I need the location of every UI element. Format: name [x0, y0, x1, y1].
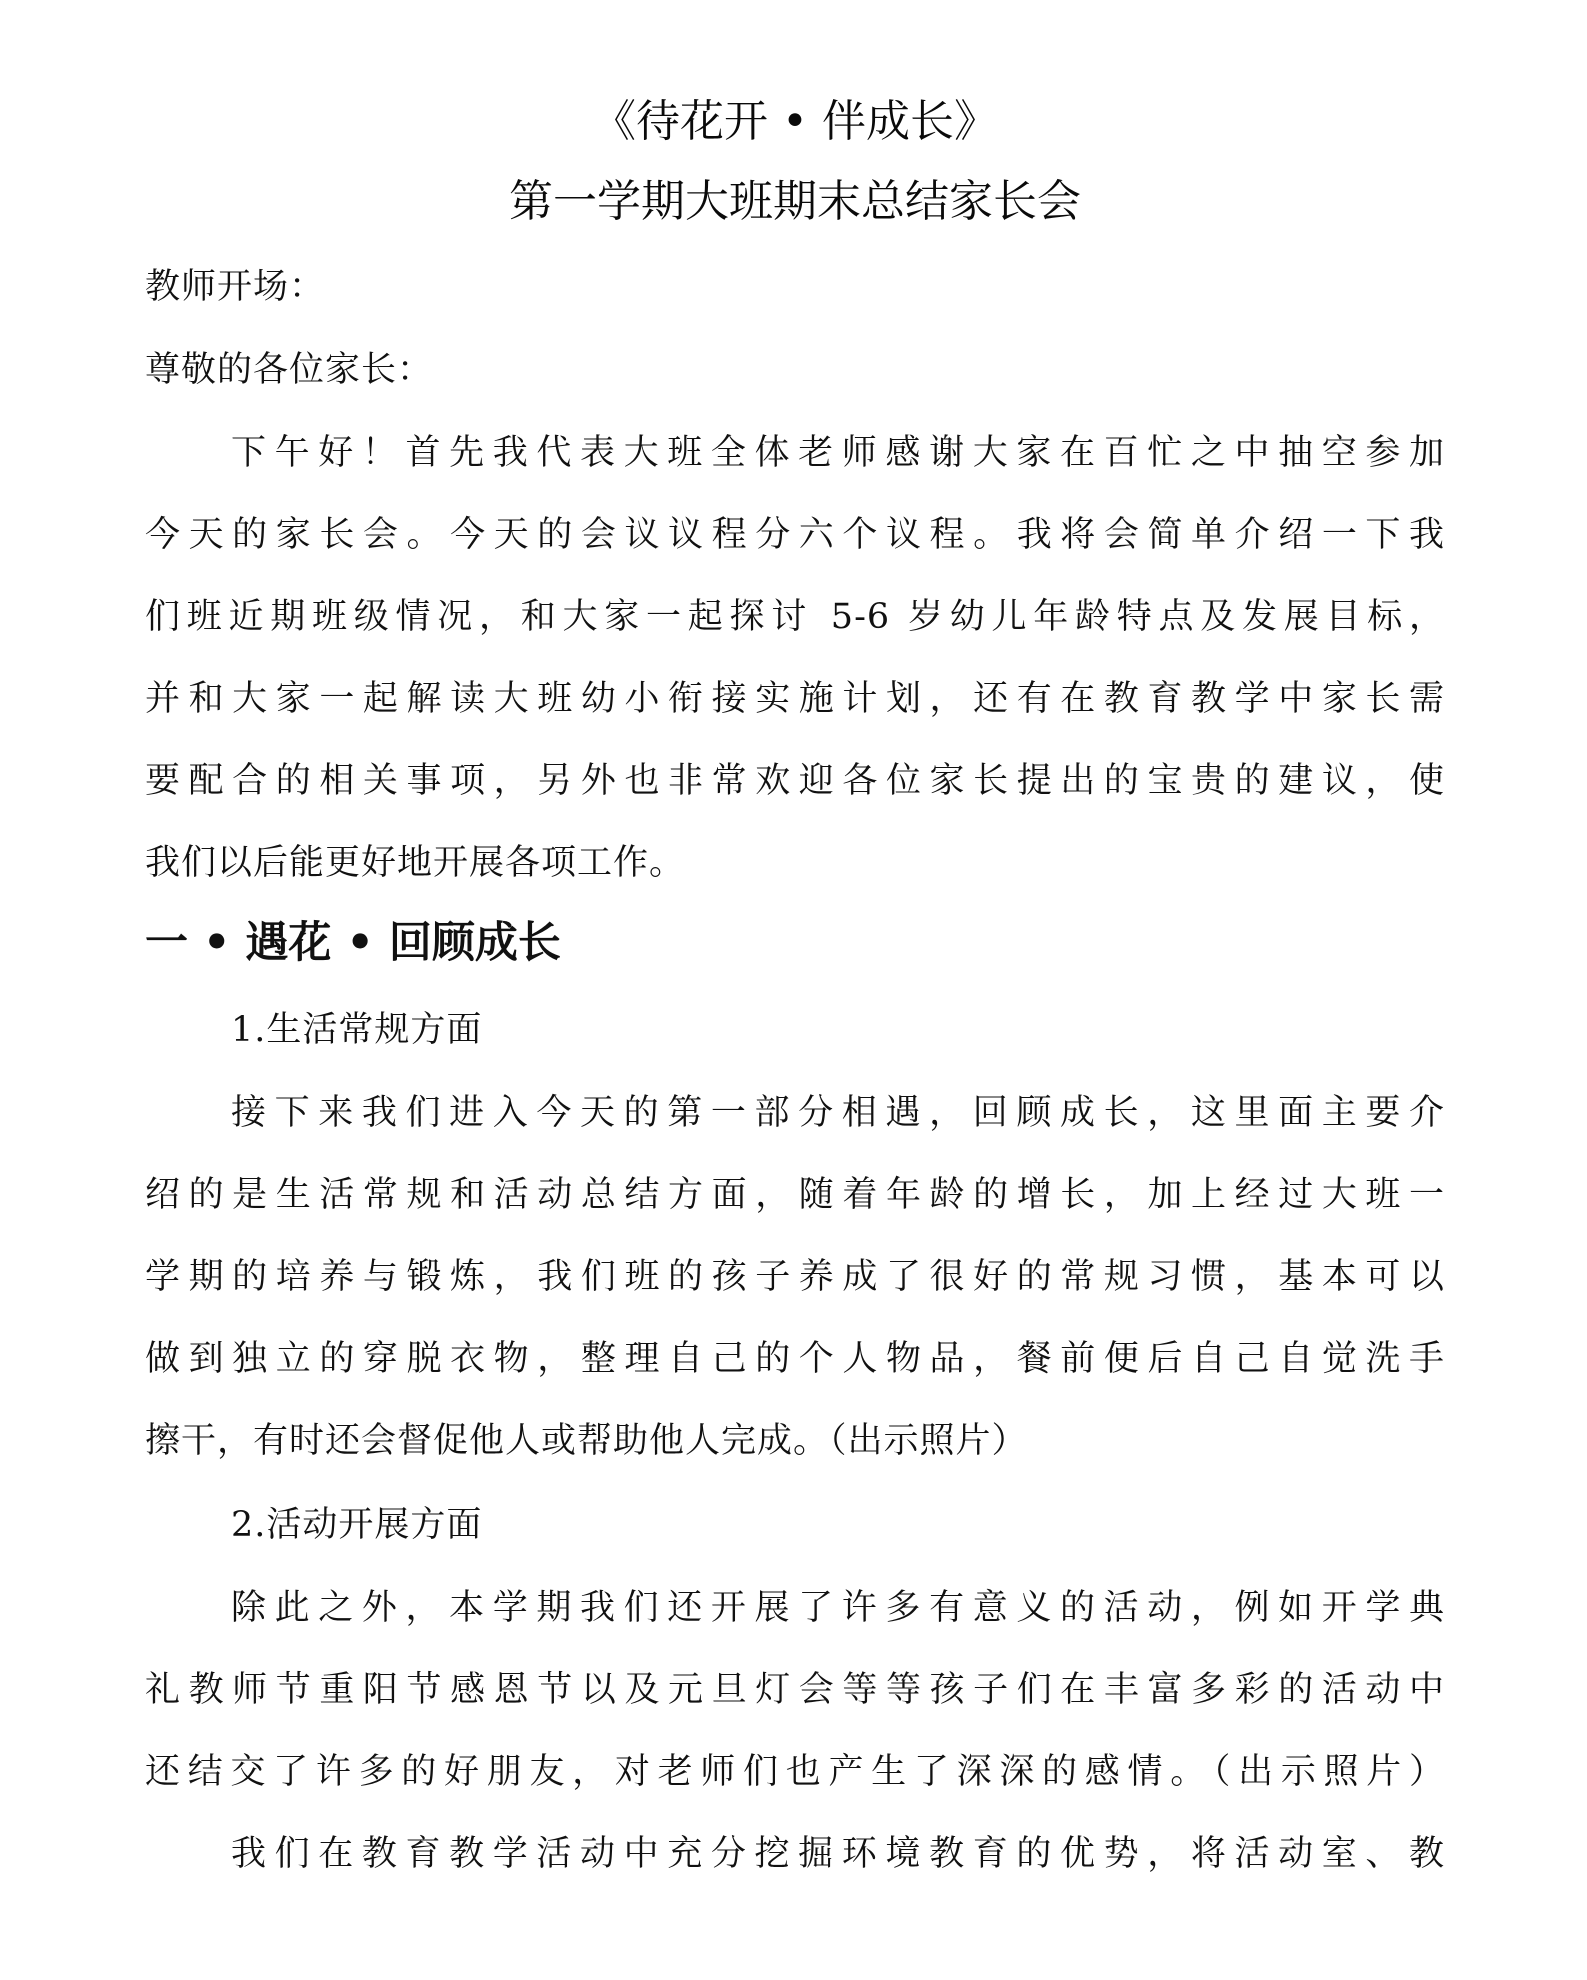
paragraph-line: 接下来我们进入今天的第一部分相遇，回顾成长，这里面主要介	[231, 1093, 1445, 1133]
paragraph-line: 学期的培养与锻炼，我们班的孩子养成了很好的常规习惯，基本可以	[145, 1257, 1445, 1297]
paragraph-line: 擦干，有时还会督促他人或帮助他人完成。（出示照片）	[145, 1421, 1028, 1461]
paragraph-line: 我们在教育教学活动中充分挖掘环境教育的优势，将活动室、教	[231, 1834, 1445, 1874]
paragraph-line: 并和大家一起解读大班幼小衔接实施计划，还有在教育教学中家长需	[145, 679, 1445, 719]
paragraph-line: 我们以后能更好地开展各项工作。	[145, 843, 686, 883]
paragraph-line: 要配合的相关事项，另外也非常欢迎各位家长提出的宝贵的建议，使	[145, 761, 1445, 801]
document-subtitle: 第一学期大班期末总结家长会	[509, 176, 1081, 227]
paragraph-line: 们班近期班级情况，和大家一起探讨 5-6 岁幼儿年龄特点及发展目标，	[145, 597, 1445, 637]
paragraph-line: 绍的是生活常规和活动总结方面，随着年龄的增长，加上经过大班一	[145, 1175, 1445, 1215]
paragraph-line: 今天的家长会。今天的会议议程分六个议程。我将会简单介绍一下我	[145, 515, 1445, 555]
document-title: 《待花开 • 伴成长》	[592, 96, 998, 147]
subsection-heading: 1.生活常规方面	[231, 1010, 483, 1050]
subsection-heading: 2.活动开展方面	[231, 1505, 483, 1545]
paragraph-line: 还结交了许多的好朋友，对老师们也产生了深深的感情。（出示照片）	[145, 1752, 1445, 1792]
salutation: 尊敬的各位家长：	[145, 350, 434, 390]
paragraph-line: 下午好！首先我代表大班全体老师感谢大家在百忙之中抽空参加	[231, 433, 1445, 473]
section-heading: 一 • 遇花 • 回顾成长	[145, 918, 561, 968]
paragraph-line: 做到独立的穿脱衣物，整理自己的个人物品，餐前便后自己自觉洗手	[145, 1339, 1445, 1379]
opening-label: 教师开场：	[145, 267, 326, 307]
paragraph-line: 礼教师节重阳节感恩节以及元旦灯会等等孩子们在丰富多彩的活动中	[145, 1670, 1445, 1710]
paragraph-line: 除此之外，本学期我们还开展了许多有意义的活动，例如开学典	[231, 1588, 1445, 1628]
